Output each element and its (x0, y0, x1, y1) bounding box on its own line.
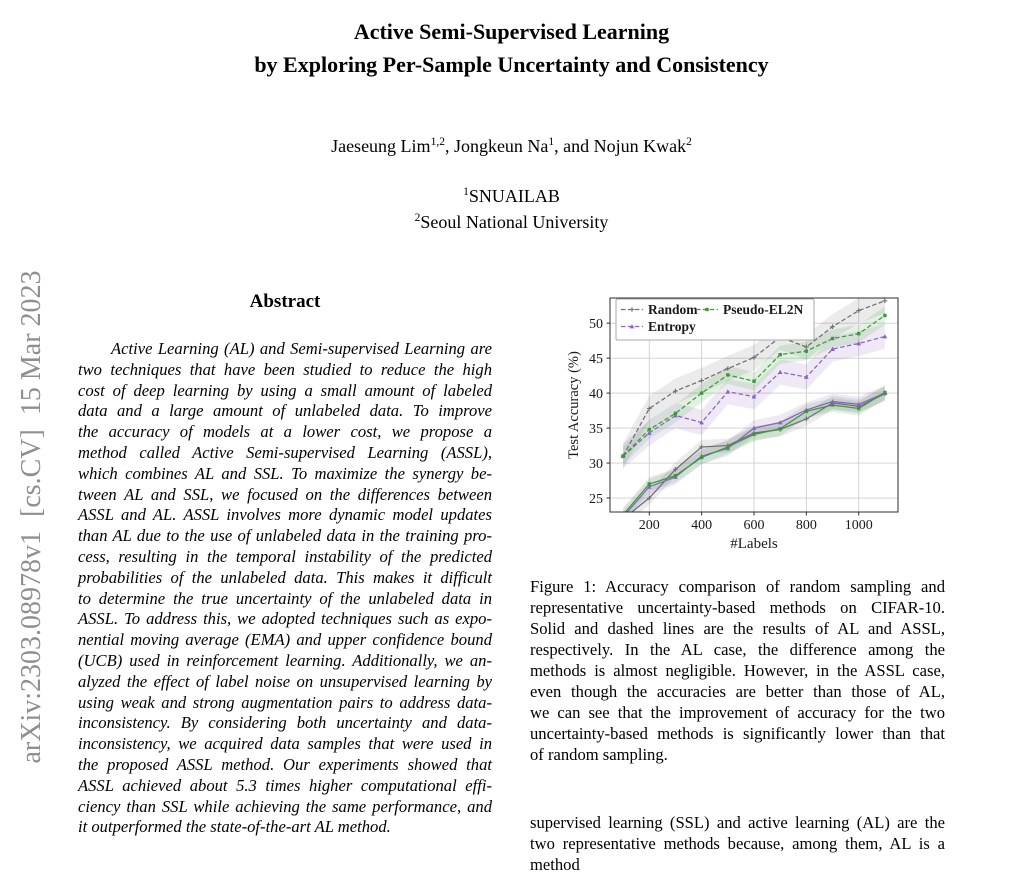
abstract-line: tween AL and SSL, we focused on the differences between (78, 484, 492, 504)
affiliation-line (0, 207, 1023, 233)
svg-text:50: 50 (589, 316, 603, 332)
abstract-line: inconsistency, we acquired data samples that were used in (78, 734, 492, 754)
abstract-heading: Abstract (249, 291, 321, 312)
svg-text:400: 400 (691, 518, 713, 533)
abstract-line: ciency than SSL while achieving the same performance, and (78, 796, 492, 816)
author-affiliation-sup: 2 (686, 136, 692, 148)
arxiv-watermark: arXiv:2303.08978v1 [cs.CV] 15 Mar 2023 (16, 270, 47, 764)
abstract-line: the accuracy of models at a lower cost, we propose a (78, 422, 492, 442)
author-name: Jaeseung Lim (331, 136, 431, 156)
abstract-line: two techniques that have been studied to reduce the high (78, 359, 492, 379)
affiliations (0, 181, 1023, 233)
svg-text:800: 800 (795, 518, 817, 533)
caption-line: of random sampling. (530, 745, 668, 764)
affiliation-sup: 2 (414, 212, 421, 224)
author-name: Nojun Kwak (593, 136, 687, 156)
svg-text:Entropy: Entropy (648, 319, 696, 335)
caption-line: we can see that the improvement of accuracy for the two (530, 703, 945, 722)
abstract-line: the proposed ASSL method. Our experiments showed that (78, 754, 492, 774)
caption-line: uncertainty-based methods is significantly lower than that (530, 724, 945, 743)
caption-line: respectively. In the AL case, the difference among the (530, 640, 945, 659)
caption-line: methods is almost negligible. However, in the ASSL case, (530, 661, 945, 680)
abstract-line: to determine the true uncertainty of the unlabeled data in (78, 588, 492, 608)
abstract-line: it outperformed the state-of-the-art AL method. (78, 817, 391, 837)
abstract-line: than AL due to the use of unlabeled data in the training pro- (78, 526, 492, 546)
abstract-line: which combines AL and SSL. To maximize the synergy be- (78, 463, 492, 483)
abstract-text (78, 339, 492, 838)
abstract-line: (UCB) used in reinforcement learning. Additionally, we an- (78, 650, 492, 670)
abstract-line: ASSL and AL. ASSL involves more dynamic model updates (78, 505, 492, 525)
figure-1-caption (530, 576, 945, 765)
svg-text:Pseudo-EL2N: Pseudo-EL2N (723, 302, 804, 318)
caption-line: even though the accuracies are better than those of AL, (530, 682, 945, 701)
author-separator: , (444, 136, 454, 156)
body-text-column (530, 812, 945, 874)
caption-line: Solid and dashed lines are the results of AL and ASSL, (530, 619, 945, 638)
svg-text:600: 600 (743, 518, 765, 533)
svg-text:#Labels: #Labels (730, 536, 778, 552)
abstract-line: data and a large amount of unlabeled data. To improve (78, 401, 492, 421)
svg-text:Test Accuracy (%): Test Accuracy (%) (566, 351, 582, 459)
abstract-line: nential moving average (EMA) and upper confidence bound (78, 630, 492, 650)
caption-line: representative uncertainty-based methods on CIFAR-10. (530, 598, 945, 617)
author-separator: , and (554, 136, 594, 156)
figure-1-chart (565, 290, 915, 558)
svg-text:200: 200 (638, 518, 660, 533)
paper-title-line2: by Exploring Per-Sample Uncertainty and Consistency (254, 52, 769, 77)
svg-text:35: 35 (589, 421, 603, 437)
affiliation-name: SNUAILAB (468, 186, 560, 206)
abstract-line: inconsistency. By considering both uncertainty and data- (78, 713, 492, 733)
svg-text:1000: 1000 (844, 518, 873, 533)
abstract-line: cost of deep learning by using a small amount of labeled (78, 380, 492, 400)
body-line: supervised learning (SSL) and active learning (AL) are the (530, 813, 945, 832)
affiliation-name: Seoul National University (420, 212, 609, 232)
svg-text:45: 45 (589, 351, 603, 367)
abstract-line: probabilities of the unlabeled data. This makes it difficult (78, 567, 492, 587)
author-line (0, 136, 1023, 157)
svg-text:25: 25 (589, 491, 603, 507)
abstract-line: ASSL achieved about 5.3 times higher computational effi- (78, 775, 492, 795)
author-name: Jongkeun Na (453, 136, 549, 156)
abstract-line: alyzed the effect of label noise on unsupervised learning by (78, 671, 492, 691)
abstract-line: method called Active Semi-supervised Learning (ASSL), (78, 442, 492, 462)
paper-title-line1: Active Semi-Supervised Learning (353, 19, 670, 44)
abstract-line: ASSL. To address this, we adopted techniques such as expo- (78, 609, 492, 629)
affiliation-line (0, 181, 1023, 207)
svg-text:Random: Random (648, 302, 698, 318)
body-line: two representative methods because, among them, AL is a method (530, 834, 945, 874)
abstract-line: cess, resulting in the temporal instability of the predicted (78, 546, 492, 566)
author-affiliation-sup: 1,2 (430, 136, 445, 148)
author-affiliation-sup: 1 (548, 136, 555, 148)
abstract-line: using weak and strong augmentation pairs to address data- (78, 692, 492, 712)
paper-title (0, 15, 1023, 81)
affiliation-sup: 1 (463, 186, 469, 198)
abstract-line: Active Learning (AL) and Semi-supervised Learning are (111, 339, 492, 358)
svg-text:30: 30 (589, 456, 603, 472)
caption-line: Figure 1: Accuracy comparison of random sampling and (530, 577, 945, 596)
svg-text:40: 40 (589, 386, 603, 402)
